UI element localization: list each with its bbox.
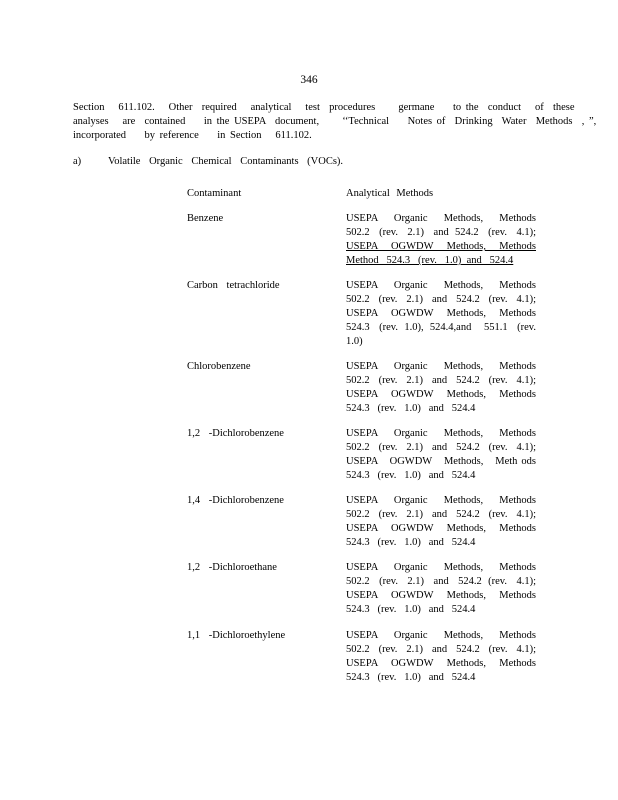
analytical-methods — [346, 427, 536, 483]
methods-line: USEPA Organic Methods, Methods — [346, 428, 536, 439]
methods-line: 524.3 (rev. 1.0) and 524.4 — [346, 403, 476, 414]
methods-line: 502.2 (rev. 2.1) and 524.2 (rev. 4.1); — [346, 227, 536, 238]
intro-line: incorporated by reference in Section 611.102. — [73, 130, 312, 141]
methods-line: 524.3 (rev. 1.0) and 524.4 — [346, 470, 476, 481]
methods-line: 502.2 (rev. 2.1) and 524.2 (rev. 4.1); — [346, 644, 536, 655]
contaminant-name: 1,2 -Dichlorobenzene — [187, 428, 284, 439]
analytical-methods — [346, 279, 536, 349]
page-number: 346 — [300, 74, 318, 86]
methods-line: 524.3 (rev. 1.0), 524.4,and 551.1 (rev. — [346, 322, 536, 333]
methods-line: USEPA OGWDW Methods, Methods — [346, 241, 536, 252]
methods-line: USEPA OGWDW Methods, Methods — [346, 308, 536, 319]
methods-line: 502.2 (rev. 2.1) and 524.2 (rev. 4.1); — [346, 375, 536, 386]
contaminant-name: Benzene — [187, 213, 224, 224]
methods-line: USEPA OGWDW Methods, Methods — [346, 590, 536, 601]
section-title: Volatile Organic Chemical Contaminants (VOCs). — [108, 156, 344, 167]
header-analytical-methods: Analytical Methods — [346, 188, 434, 199]
analytical-methods — [346, 212, 536, 268]
methods-line: USEPA OGWDW Methods, Methods — [346, 523, 536, 534]
intro-paragraph — [73, 101, 597, 143]
intro-line: Section 611.102. Other required analytical test procedures germane to the conduct of these — [73, 102, 575, 113]
methods-line: 1.0) — [346, 336, 363, 347]
contaminant-name: 1,1 -Dichloroethylene — [187, 630, 286, 641]
methods-line: 502.2 (rev. 2.1) and 524.2 (rev. 4.1); — [346, 442, 536, 453]
methods-line: USEPA OGWDW Methods, Methods — [346, 389, 536, 400]
contaminant-name: Chlorobenzene — [187, 361, 251, 372]
contaminant-name: 1,4 -Dichlorobenzene — [187, 495, 284, 506]
methods-line: 524.3 (rev. 1.0) and 524.4 — [346, 537, 476, 548]
analytical-methods — [346, 360, 536, 416]
section-letter: a) — [73, 156, 82, 167]
methods-line: 502.2 (rev. 2.1) and 524.2 (rev. 4.1); — [346, 509, 536, 520]
methods-line: USEPA Organic Methods, Methods — [346, 630, 536, 641]
methods-line: USEPA Organic Methods, Methods — [346, 361, 536, 372]
analytical-methods — [346, 629, 536, 685]
methods-line: 524.3 (rev. 1.0) and 524.4 — [346, 604, 476, 615]
methods-line: USEPA OGWDW Methods, Meth ods — [346, 456, 536, 467]
methods-line: USEPA Organic Methods, Methods — [346, 495, 536, 506]
methods-line: 524.3 (rev. 1.0) and 524.4 — [346, 672, 476, 683]
contaminant-name: 1,2 -Dichloroethane — [187, 562, 277, 573]
section-heading — [73, 155, 343, 169]
methods-line: USEPA OGWDW Methods, Methods — [346, 658, 536, 669]
methods-line: Method 524.3 (rev. 1.0) and 524.4 — [346, 255, 514, 266]
analytical-methods — [346, 561, 536, 617]
methods-line: USEPA Organic Methods, Methods — [346, 280, 536, 291]
methods-line: 502.2 (rev. 2.1) and 524.2 (rev. 4.1); — [346, 576, 536, 587]
contaminant-name: Carbon tetrachloride — [187, 280, 280, 291]
header-contaminant: Contaminant — [187, 188, 242, 199]
intro-line: analyses are contained in the USEPA document, ‘‘Technical Notes of Drinking Water Methods , ”, — [73, 116, 597, 127]
methods-line: USEPA Organic Methods, Methods — [346, 213, 536, 224]
methods-line: USEPA Organic Methods, Methods — [346, 562, 536, 573]
analytical-methods — [346, 494, 536, 550]
methods-line: 502.2 (rev. 2.1) and 524.2 (rev. 4.1); — [346, 294, 536, 305]
